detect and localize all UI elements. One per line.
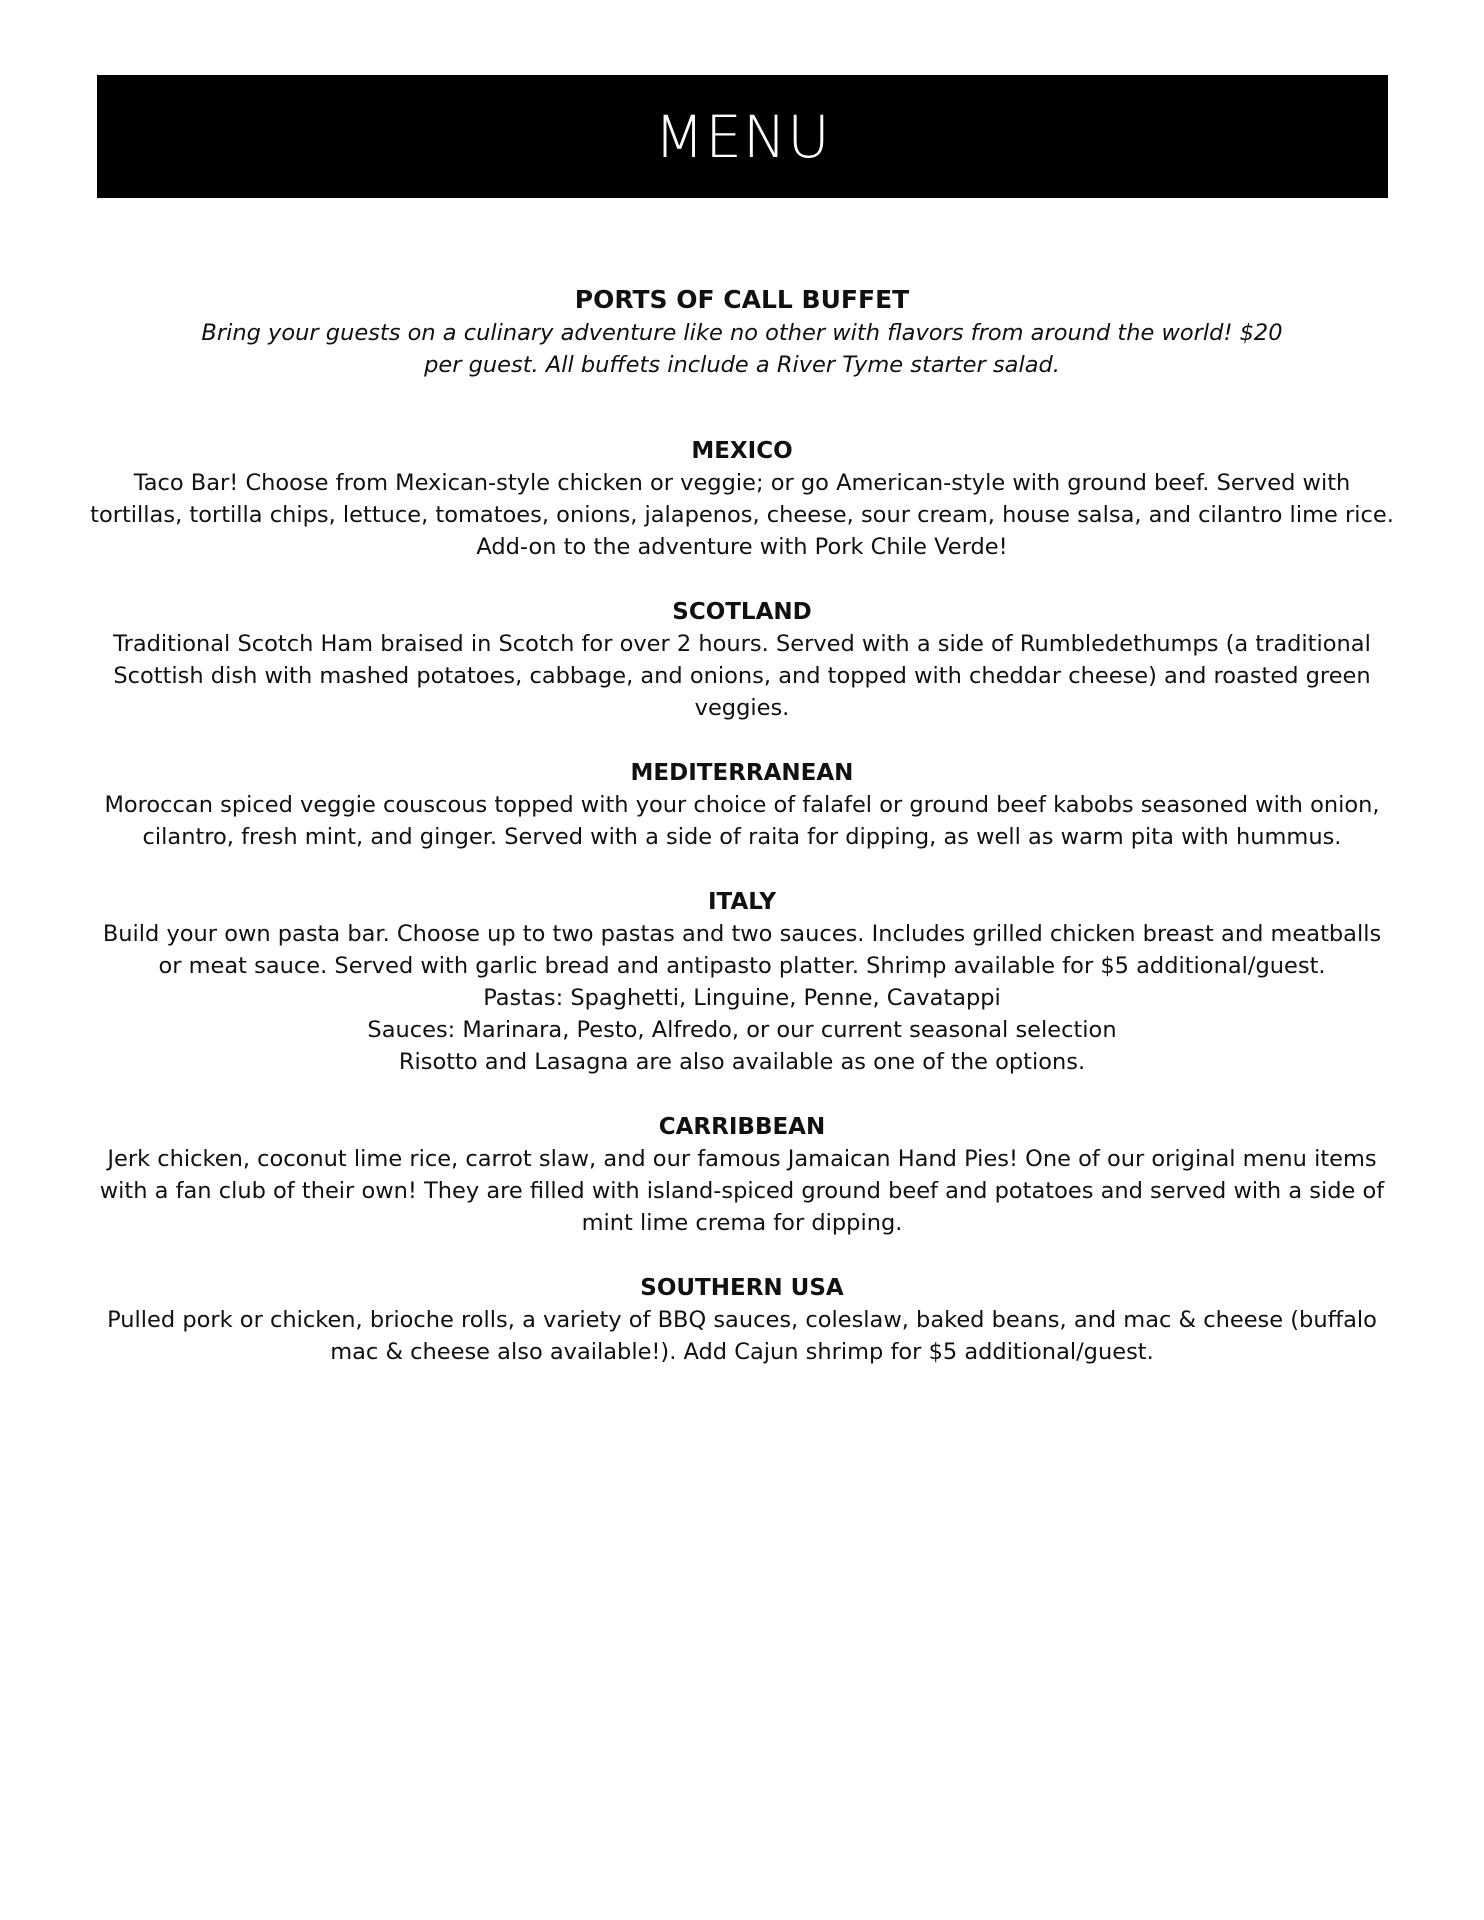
section-description: Build your own pasta bar. Choose up to two pastas and two sauces. Includes grilled chicken breast and meatballs or meat sauce. Served with garlic bread and antipasto platter. Shrimp available for $5 additional/guest. [102,921,1382,979]
page-title: MENU [654,102,831,171]
section-title: CARRIBBEAN [658,1114,826,1140]
section-description: Moroccan spiced veggie couscous topped with your choice of falafel or ground beef kabobs seasoned with onion, cilantro, fresh mint, and ginger. Served with a side of raita for dipping, as well as warm pita with hummus. [104,792,1380,850]
section-description: Taco Bar! Choose from Mexican-style chicken or veggie; or go American-style with ground beef. Served with tortillas, tortilla chips, lettuce, tomatoes, onions, jalapenos, cheese, sour cream, house salsa, and cilantro lime rice. Add-on to the adventure with Pork Chile Verde! [90,470,1394,560]
pastas-line: Pastas: Spaghetti, Linguine, Penne, Cavatappi [483,985,1001,1011]
section-mexico [90,435,1394,563]
section-description: Jerk chicken, coconut lime rice, carrot slaw, and our famous Jamaican Hand Pies! One of our original menu items with a fan club of their own! They are filled with island-spiced ground beef and potatoes and served with a side of mint lime crema for dipping. [99,1146,1385,1236]
section-carribbean [90,1111,1394,1239]
menu-banner [97,75,1388,198]
section-title: SOUTHERN USA [640,1275,844,1301]
section-title: ITALY [708,889,776,915]
section-mediterranean [90,757,1394,853]
section-southern-usa [90,1272,1394,1368]
section-title: MEXICO [691,438,793,464]
section-description: Traditional Scotch Ham braised in Scotch for over 2 hours. Served with a side of Rumbledethumps (a traditional Scottish dish with mashed potatoes, cabbage, and onions, and topped with cheddar cheese) and roasted green veggies. [113,631,1371,721]
menu-content [90,283,1394,1401]
sauces-line: Sauces: Marinara, Pesto, Alfredo, or our current seasonal selection [367,1017,1117,1043]
section-title: MEDITERRANEAN [630,760,854,786]
options-note: Risotto and Lasagna are also available as one of the options. [398,1049,1086,1075]
buffet-intro-text: Bring your guests on a culinary adventure like no other with flavors from around the world! $20 per guest. All buffets include a River Tyme starter salad. [201,320,1283,378]
section-italy [90,886,1394,1078]
section-description: Pulled pork or chicken, brioche rolls, a variety of BBQ sauces, coleslaw, baked beans, and mac & cheese (buffalo mac & cheese also available!). Add Cajun shrimp for $5 additional/guest. [107,1307,1377,1365]
buffet-heading: PORTS OF CALL BUFFET [574,285,910,314]
menu-sections [90,435,1394,1368]
section-scotland [90,596,1394,724]
section-title: SCOTLAND [672,599,812,625]
